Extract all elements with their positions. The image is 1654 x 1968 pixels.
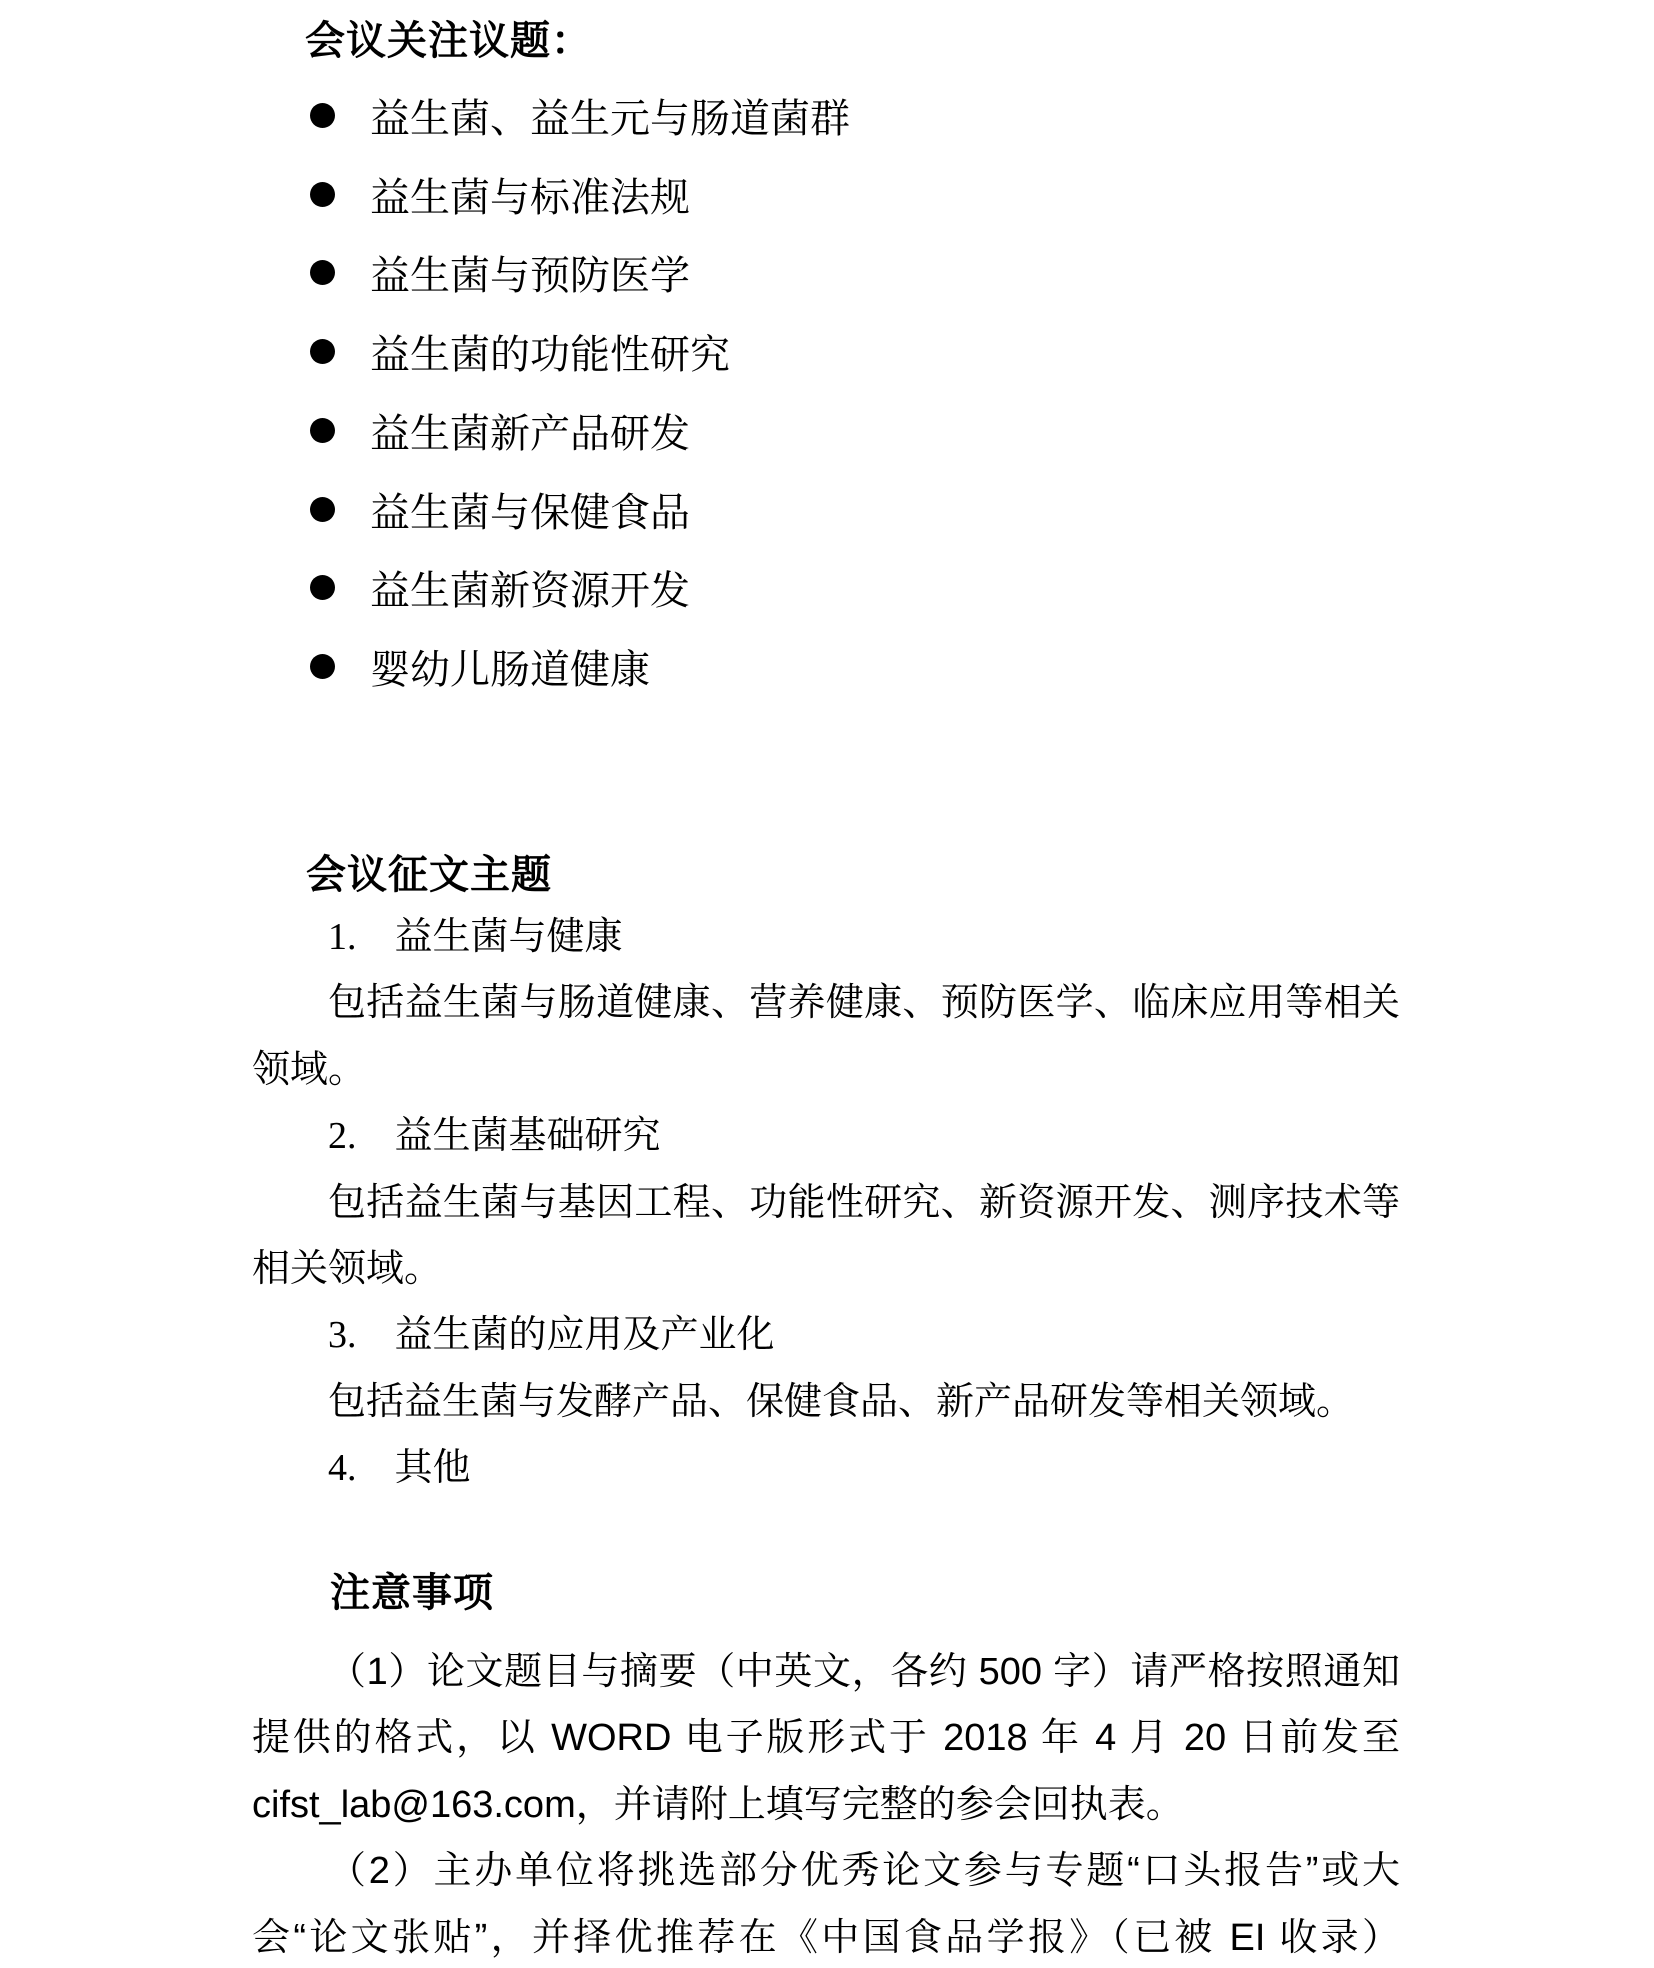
bullet-icon bbox=[310, 497, 335, 522]
bullet-icon bbox=[310, 575, 335, 600]
notes-block bbox=[252, 1639, 1400, 1968]
themes-block bbox=[252, 904, 1400, 1502]
topic-label: 益生菌与预防医学 bbox=[370, 253, 690, 299]
theme-item-2-desc-line: 包括益生菌与基因工程、功能性研究、新资源开发、测序技术等 bbox=[328, 1181, 1400, 1224]
list-item bbox=[252, 155, 1400, 234]
bullet-icon bbox=[310, 418, 335, 443]
list-item bbox=[252, 391, 1400, 470]
theme-item-3-desc-line: 包括益生菌与发酵产品、保健食品、新产品研发等相关领域。 bbox=[328, 1380, 1355, 1423]
theme-item-4-title: 4. 其他 bbox=[328, 1447, 471, 1490]
theme-item-1-title: 1. 益生菌与健康 bbox=[328, 916, 623, 958]
section-heading-themes: 会议征文主题 bbox=[306, 853, 552, 897]
topic-label: 益生菌与保健食品 bbox=[370, 489, 690, 535]
bullet-icon bbox=[310, 654, 335, 679]
note-2-line: （2）主办单位将挑选部分优秀论文参与专题“口头报告”或大 bbox=[328, 1850, 1400, 1893]
bullet-icon bbox=[310, 182, 335, 207]
note-1-line-email: cifst_lab@163.com，并请附上填写完整的参会回执表。 bbox=[252, 1783, 1184, 1826]
theme-item-1-desc-line: 领域。 bbox=[252, 1048, 367, 1091]
theme-item-2-title: 2. 益生菌基础研究 bbox=[328, 1115, 661, 1158]
topic-label: 益生菌的功能性研究 bbox=[370, 332, 730, 378]
section-heading-notes: 注意事项 bbox=[330, 1571, 494, 1615]
topic-label: 益生菌与标准法规 bbox=[370, 174, 690, 220]
topic-label: 益生菌、益生元与肠道菌群 bbox=[370, 95, 850, 141]
bullet-icon bbox=[310, 339, 335, 364]
list-item bbox=[252, 549, 1400, 628]
list-item bbox=[252, 76, 1400, 155]
list-item bbox=[252, 234, 1400, 313]
note-1-line: （1）论文题目与摘要（中英文，各约 500 字）请严格按照通知 bbox=[328, 1651, 1400, 1693]
topic-label: 益生菌新资源开发 bbox=[370, 568, 690, 614]
note-2-line: 会“论文张贴”，并择优推荐在《中国食品学报》（已被 EI 收录） bbox=[252, 1916, 1400, 1959]
section-heading-topics: 会议关注议题： bbox=[305, 19, 592, 63]
theme-item-2-desc-line: 相关领域。 bbox=[252, 1247, 443, 1290]
bullet-icon bbox=[310, 260, 335, 285]
bullet-icon bbox=[310, 103, 335, 128]
topic-label: 婴幼儿肠道健康 bbox=[370, 647, 650, 693]
topic-label: 益生菌新产品研发 bbox=[370, 410, 690, 456]
theme-item-3-title: 3. 益生菌的应用及产业化 bbox=[328, 1314, 775, 1357]
theme-item-1-desc-line: 包括益生菌与肠道健康、营养健康、预防医学、临床应用等相关 bbox=[328, 982, 1400, 1025]
list-item bbox=[252, 312, 1400, 391]
topics-list bbox=[252, 76, 1400, 706]
note-1-line: 提供的格式，以 WORD 电子版形式于 2018 年 4 月 20 日前发至 bbox=[252, 1717, 1400, 1760]
list-item bbox=[252, 470, 1400, 549]
list-item bbox=[252, 627, 1400, 706]
